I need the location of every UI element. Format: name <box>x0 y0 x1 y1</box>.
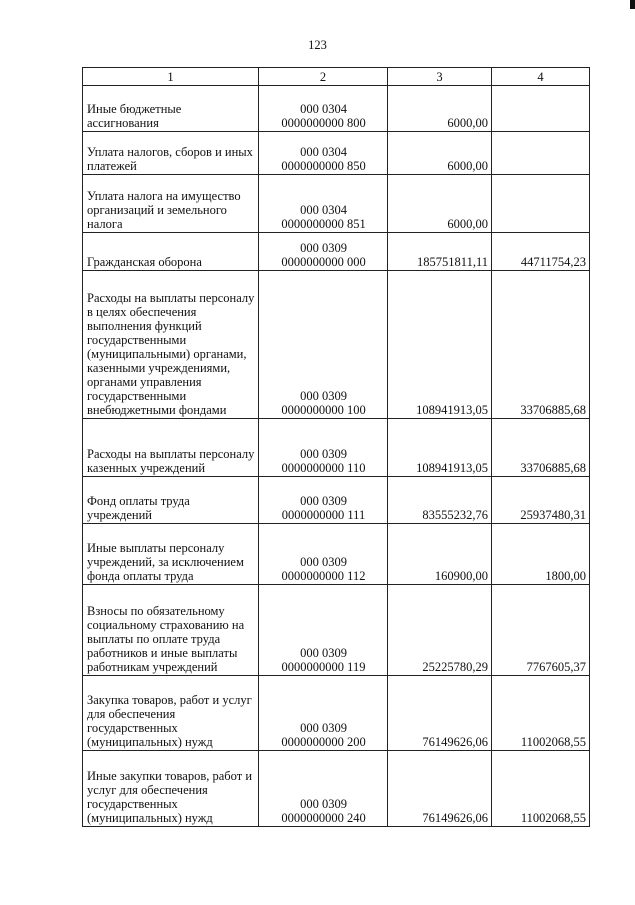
row-name: Взносы по обязательному социальному страхованию на выплаты по оплате труда работников и иные выплаты работникам учреждений <box>83 585 259 676</box>
row-amount: 6000,00 <box>388 132 492 175</box>
code-section: 000 0309 <box>300 389 347 403</box>
code-section: 000 0309 <box>300 555 347 569</box>
row-amount: 25225780,29 <box>388 585 492 676</box>
code-section: 000 0309 <box>300 721 347 735</box>
row-name: Расходы на выплаты персоналу казенных учреждений <box>83 419 259 477</box>
column-header: 3 <box>388 68 492 86</box>
row-code <box>259 419 388 477</box>
column-header: 4 <box>492 68 590 86</box>
code-item: 0000000000 111 <box>281 508 366 522</box>
row-code <box>259 477 388 524</box>
row-name: Фонд оплаты труда учреждений <box>83 477 259 524</box>
table-row <box>83 676 590 751</box>
code-item: 0000000000 100 <box>281 403 366 417</box>
code-section: 000 0304 <box>300 145 347 159</box>
row-code <box>259 233 388 271</box>
row-name: Иные выплаты персоналу учреждений, за исключением фонда оплаты труда <box>83 524 259 585</box>
code-item: 0000000000 240 <box>281 811 366 825</box>
row-amount-2: 7767605,37 <box>492 585 590 676</box>
row-amount-2: 44711754,23 <box>492 233 590 271</box>
row-name: Закупка товаров, работ и услуг для обеспечения государственных (муниципальных) нужд <box>83 676 259 751</box>
row-code <box>259 271 388 419</box>
code-item: 0000000000 850 <box>281 159 366 173</box>
table-row <box>83 132 590 175</box>
code-item: 0000000000 112 <box>281 569 366 583</box>
code-item: 0000000000 119 <box>281 660 366 674</box>
code-section: 000 0309 <box>300 447 347 461</box>
table-row <box>83 419 590 477</box>
code-section: 000 0309 <box>300 494 347 508</box>
scan-corner-mark <box>630 0 635 9</box>
row-code <box>259 524 388 585</box>
code-item: 0000000000 000 <box>281 255 366 269</box>
row-amount-2 <box>492 175 590 233</box>
row-name: Иные бюджетные ассигнования <box>83 86 259 132</box>
row-amount: 108941913,05 <box>388 271 492 419</box>
code-item: 0000000000 800 <box>281 116 366 130</box>
code-item: 0000000000 110 <box>281 461 366 475</box>
table-row <box>83 477 590 524</box>
column-header: 2 <box>259 68 388 86</box>
row-name: Иные закупки товаров, работ и услуг для обеспечения государственных (муниципальных) нужд <box>83 751 259 827</box>
code-item: 0000000000 200 <box>281 735 366 749</box>
row-amount: 160900,00 <box>388 524 492 585</box>
row-amount: 108941913,05 <box>388 419 492 477</box>
code-section: 000 0304 <box>300 102 347 116</box>
row-amount-2: 25937480,31 <box>492 477 590 524</box>
row-code <box>259 86 388 132</box>
row-amount-2: 11002068,55 <box>492 751 590 827</box>
row-code <box>259 751 388 827</box>
row-name: Уплата налога на имущество организаций и земельного налога <box>83 175 259 233</box>
budget-table <box>82 67 590 827</box>
row-amount-2: 33706885,68 <box>492 271 590 419</box>
row-code <box>259 175 388 233</box>
column-header: 1 <box>83 68 259 86</box>
row-amount-2: 33706885,68 <box>492 419 590 477</box>
row-code <box>259 132 388 175</box>
table-row <box>83 233 590 271</box>
row-name: Уплата налогов, сборов и иных платежей <box>83 132 259 175</box>
row-amount-2 <box>492 86 590 132</box>
row-amount: 6000,00 <box>388 175 492 233</box>
code-section: 000 0309 <box>300 646 347 660</box>
table-row <box>83 271 590 419</box>
page-number: 123 <box>308 38 327 52</box>
table-row <box>83 751 590 827</box>
code-section: 000 0309 <box>300 797 347 811</box>
table-row <box>83 585 590 676</box>
row-amount: 83555232,76 <box>388 477 492 524</box>
row-code <box>259 585 388 676</box>
row-amount-2: 11002068,55 <box>492 676 590 751</box>
row-name: Гражданская оборона <box>83 233 259 271</box>
table-row <box>83 175 590 233</box>
row-code <box>259 676 388 751</box>
header-row <box>83 68 590 86</box>
row-amount: 6000,00 <box>388 86 492 132</box>
row-amount: 76149626,06 <box>388 751 492 827</box>
row-amount: 185751811,11 <box>388 233 492 271</box>
row-amount-2: 1800,00 <box>492 524 590 585</box>
row-amount: 76149626,06 <box>388 676 492 751</box>
table-row <box>83 86 590 132</box>
code-section: 000 0304 <box>300 203 347 217</box>
code-section: 000 0309 <box>300 241 347 255</box>
row-name: Расходы на выплаты персоналу в целях обеспечения выполнения функций государственными (муниципальными) органами, казенными учреждениями, органами управления государственными внебюджетными фондами <box>83 271 259 419</box>
code-item: 0000000000 851 <box>281 217 366 231</box>
row-amount-2 <box>492 132 590 175</box>
table-row <box>83 524 590 585</box>
